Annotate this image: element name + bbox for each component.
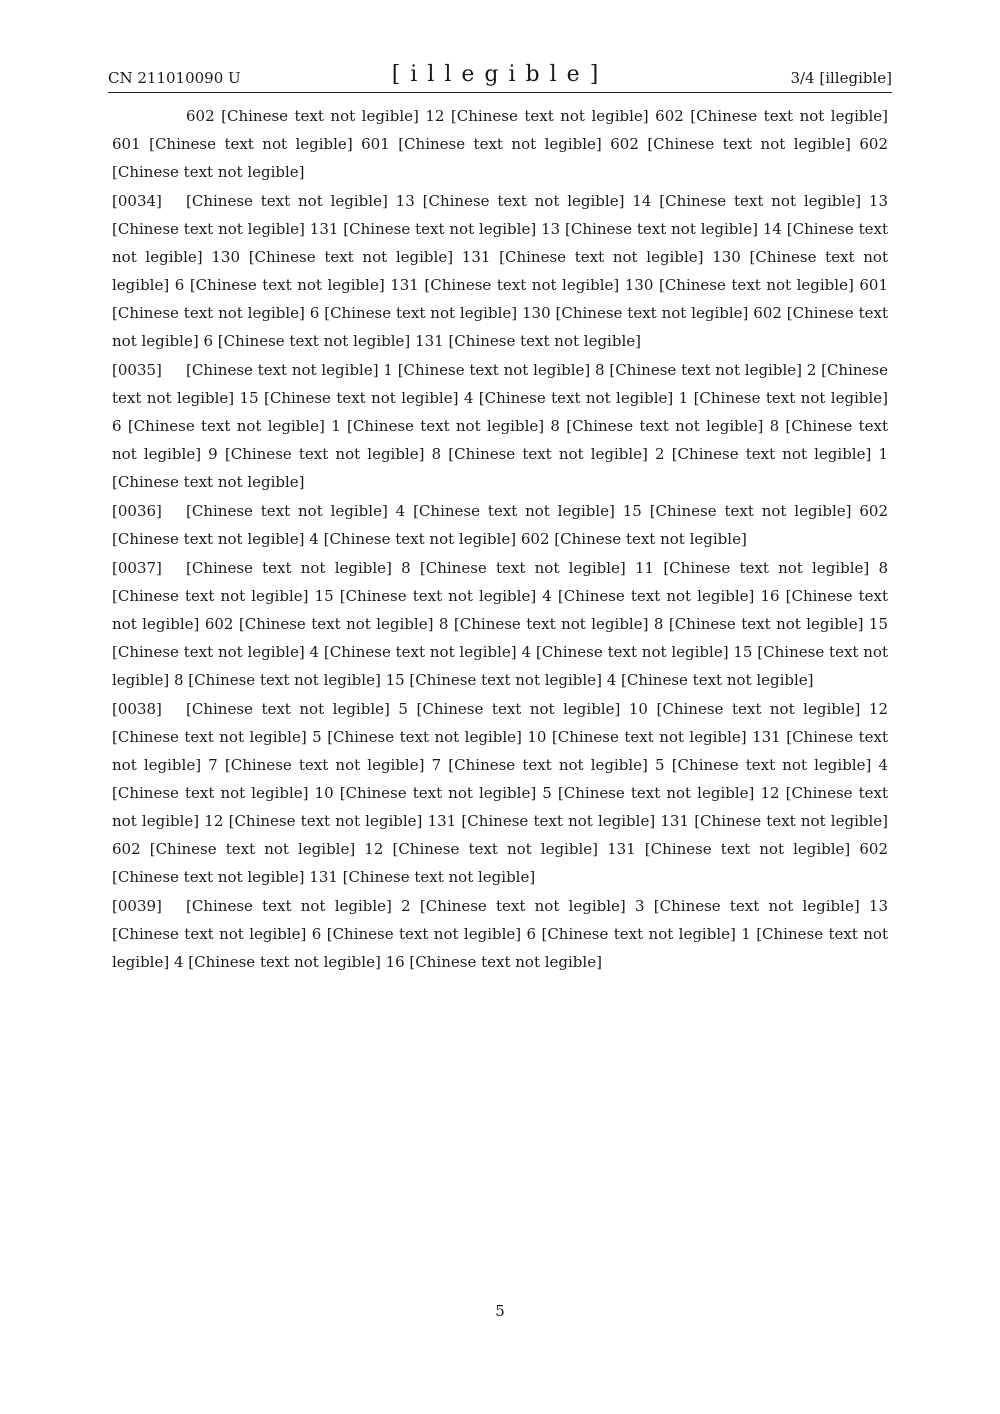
paragraph-text: [Chinese text not legible] 8 [Chinese text not legible] 11 [Chinese text not legible] 8 [Chinese text not legible] 15 [Chinese text not legible] 4 [Chinese text not legible] 16 [Chinese text not legible] 602 [Chinese text not legible] 8 [Chinese text not legible] 8 [Chinese text not legible] 15 [Chinese text not legible] 4 [Chinese text not legible] 4 [Chinese text not legible] 15 [Chinese text not legible] 8 [Chinese text not legible] 15 [Chinese text not legible] 4 [Chinese text not legible] [112,559,888,689]
paragraph-text: [Chinese text not legible] 13 [Chinese text not legible] 14 [Chinese text not legible] 13 [Chinese text not legible] 131 [Chinese text not legible] 13 [Chinese text not legible] 14 [Chinese text not legible] 130 [Chinese text not legible] 131 [Chinese text not legible] 130 [Chinese text not legible] 6 [Chinese text not legible] 131 [Chinese text not legible] 130 [Chinese text not legible] 601 [Chinese text not legible] 6 [Chinese text not legible] 130 [Chinese text not legible] 602 [Chinese text not legible] 6 [Chinese text not legible] 131 [Chinese text not legible] [112,192,888,350]
page-number: 5 [495,1302,505,1320]
paragraph-tag: [0036] [112,502,162,520]
document-title: [illegible] [391,62,609,87]
paragraph [112,356,888,496]
paragraph-tag: [0035] [112,361,162,379]
paragraph-tag: [0038] [112,700,162,718]
paragraph [112,695,888,891]
paragraph-text: [Chinese text not legible] 4 [Chinese text not legible] 15 [Chinese text not legible] 602 [Chinese text not legible] 4 [Chinese text not legible] 602 [Chinese text not legible] [112,502,888,548]
patent-number: CN 211010090 U [108,69,241,87]
paragraph-text: [Chinese text not legible] 2 [Chinese text not legible] 3 [Chinese text not legible] 13 [Chinese text not legible] 6 [Chinese text not legible] 6 [Chinese text not legible] 1 [Chinese text not legible] 4 [Chinese text not legible] 16 [Chinese text not legible] [112,897,888,971]
document-body [112,102,888,977]
paragraph [112,102,888,186]
paragraph [112,892,888,976]
paragraph [112,187,888,355]
paragraph [112,554,888,694]
page-header [108,60,892,93]
paragraph-text: [Chinese text not legible] 5 [Chinese text not legible] 10 [Chinese text not legible] 12 [Chinese text not legible] 5 [Chinese text not legible] 10 [Chinese text not legible] 131 [Chinese text not legible] 7 [Chinese text not legible] 7 [Chinese text not legible] 5 [Chinese text not legible] 4 [Chinese text not legible] 10 [Chinese text not legible] 5 [Chinese text not legible] 12 [Chinese text not legible] 12 [Chinese text not legible] 131 [Chinese text not legible] 131 [Chinese text not legible] 602 [Chinese text not legible] 12 [Chinese text not legible] 131 [Chinese text not legible] 602 [Chinese text not legible] 131 [Chinese text not legible] [112,700,888,886]
paragraph-text: [Chinese text not legible] 1 [Chinese text not legible] 8 [Chinese text not legible] 2 [Chinese text not legible] 15 [Chinese text not legible] 4 [Chinese text not legible] 1 [Chinese text not legible] 6 [Chinese text not legible] 1 [Chinese text not legible] 8 [Chinese text not legible] 8 [Chinese text not legible] 9 [Chinese text not legible] 8 [Chinese text not legible] 2 [Chinese text not legible] 1 [Chinese text not legible] [112,361,888,491]
paragraph-tag: [0034] [112,192,162,210]
paragraph-tag: [0039] [112,897,162,915]
page-indicator: 3/4 [illegible] [790,69,892,87]
page-footer [0,1302,1000,1320]
paragraph [112,497,888,553]
paragraph-tag: [0037] [112,559,162,577]
paragraph-text: 602 [Chinese text not legible] 12 [Chinese text not legible] 602 [Chinese text not legible] 601 [Chinese text not legible] 601 [Chinese text not legible] 602 [Chinese text not legible] 602 [Chinese text not legible] [112,107,888,181]
